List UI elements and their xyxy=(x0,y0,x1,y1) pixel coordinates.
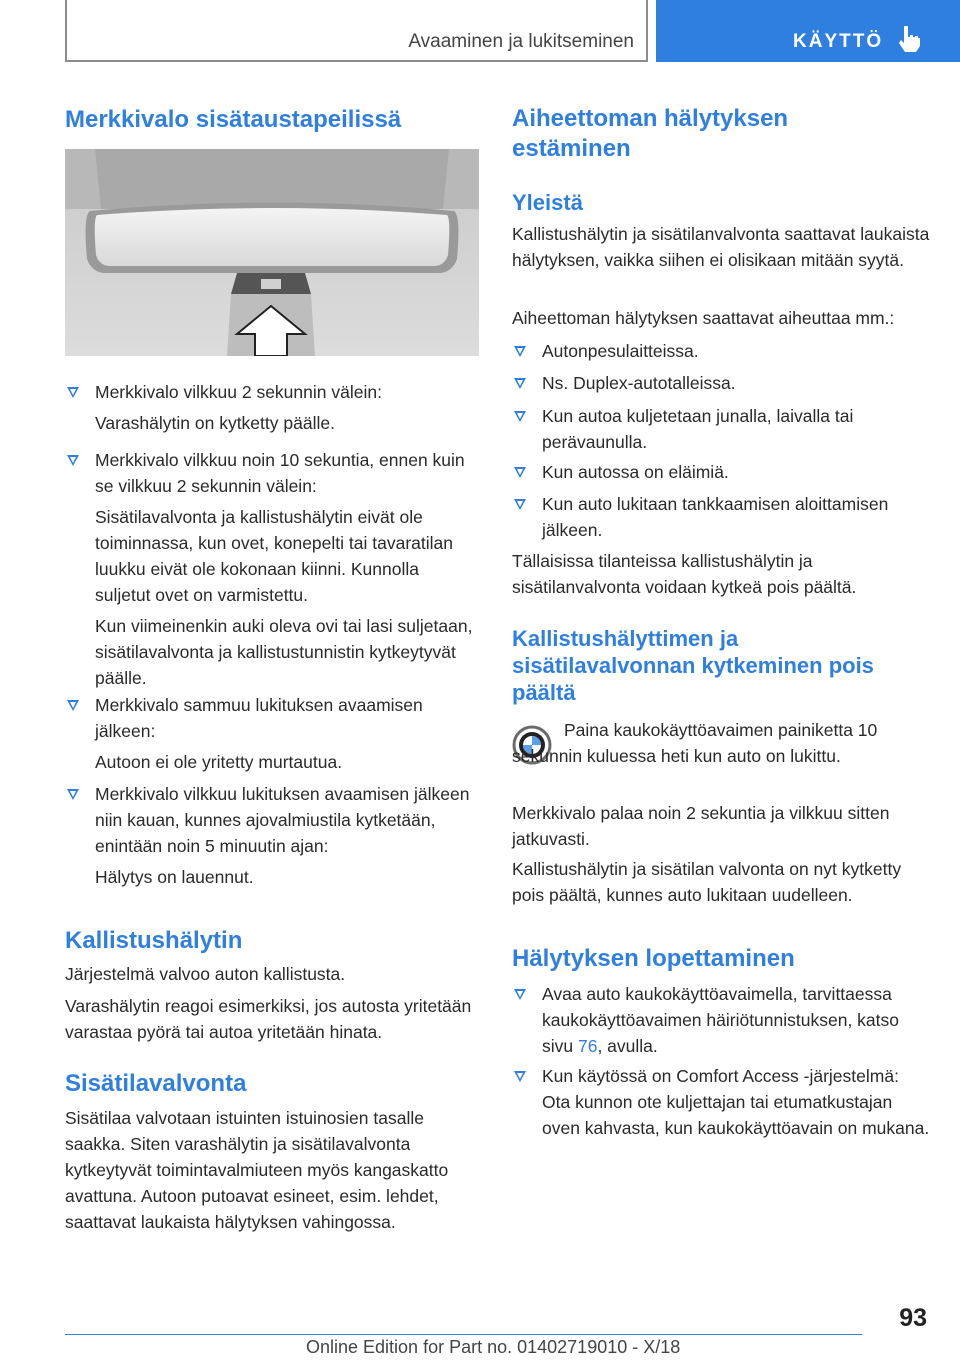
bullet-triangle-icon xyxy=(67,455,79,466)
bullet-follow-text: Kun viimeinenkin auki oleva ovi tai lasi suljetaan, sisätilavalvonta ja kallistustunnistin kytkeytyvät päälle. xyxy=(95,616,473,688)
bullet-triangle-icon xyxy=(514,346,526,357)
subheading-disable: Kallistushälyttimen ja sisätilavalvonnan kytkeminen pois päältä xyxy=(512,626,874,705)
bullet-triangle-icon xyxy=(67,700,79,711)
list-item xyxy=(95,379,479,436)
paragraph: Sisätilaa valvotaan istuinten istuinosien tasalle saakka. Siten varashälytin ja sisätilavalvonta kytkeytyvät toimintavalmiuteen myös kangaskatto avattuna. Autoon putoavat esineet, esim. lehdet, saattavat laukaista hälytyksen vahingossa. xyxy=(65,1108,449,1232)
bullet-text xyxy=(542,981,932,1059)
heading-tilt-alarm: Kallistushälytin xyxy=(65,927,243,954)
bullet-text-part: Avaa auto kaukokäyttöavaimella, tarvittaessa kaukokäyttöavaimen häiriötunnistuksen, katso sivu xyxy=(542,984,900,1056)
bullet-text: Kun autossa on eläimiä. xyxy=(542,462,729,482)
page-link-76[interactable]: 76 xyxy=(577,1036,598,1056)
list-item xyxy=(542,338,932,364)
chapter-tab[interactable] xyxy=(656,0,960,62)
bullet-triangle-icon xyxy=(67,387,79,398)
bullet-text: Kun autoa kuljetetaan junalla, laivalla tai perävaunulla. xyxy=(542,406,854,452)
paragraph: Merkkivalo palaa noin 2 sekuntia ja vilkkuu sitten jatkuvasti. xyxy=(512,803,890,849)
section-header-box xyxy=(65,0,648,62)
rearview-mirror-arrow-icon xyxy=(65,149,479,356)
footer-edition: Online Edition for Part no. 01402719010 - X/18 xyxy=(306,1337,681,1357)
bullet-text: Kun auto lukitaan tankkaamisen aloittamisen jälkeen. xyxy=(542,494,889,540)
bullet-text: Merkkivalo vilkkuu 2 sekunnin välein: xyxy=(95,382,382,402)
heading-indicator-light: Merkkivalo sisätaustapeilissä xyxy=(65,106,402,133)
subheading-general: Yleistä xyxy=(512,190,583,215)
heading-interior-monitoring: Sisätilavalvonta xyxy=(65,1070,247,1097)
paragraph: Varashälytin reagoi esimerkiksi, jos autosta yritetään varastaa pyörä tai autoa yritetään hinata. xyxy=(65,996,472,1042)
chapter-tab-label: KÄYTTÖ xyxy=(793,31,884,52)
paragraph: Tällaisissa tilanteissa kallistushälytin ja sisätilanvalvonta voidaan kytkeä pois päältä. xyxy=(512,551,857,597)
footer-divider xyxy=(65,1334,862,1335)
list-item xyxy=(95,447,479,691)
bullet-text: Merkkivalo sammuu lukituksen avaamisen jälkeen: xyxy=(95,695,423,741)
heading-false-alarm: Aiheettoman hälytyksen estäminen xyxy=(512,105,789,162)
bullet-triangle-icon xyxy=(514,411,526,422)
paragraph: Aiheettoman hälytyksen saattavat aiheuttaa mm.: xyxy=(512,308,895,328)
bullet-text: Ns. Duplex-autotalleissa. xyxy=(542,373,736,393)
bullet-triangle-icon xyxy=(67,789,79,800)
paragraph: Kallistushälytin ja sisätilan valvonta on nyt kytketty pois päältä, kunnes auto lukitaan uudelleen. xyxy=(512,859,902,905)
heading-stop-alarm: Hälytyksen lopettaminen xyxy=(512,945,795,972)
bullet-triangle-icon xyxy=(514,467,526,478)
bullet-triangle-icon xyxy=(514,378,526,389)
bullet-text: Autonpesulaitteissa. xyxy=(542,341,699,361)
page-number: 93 xyxy=(899,1304,927,1332)
bullet-triangle-icon xyxy=(514,1071,526,1082)
page-header xyxy=(0,0,960,70)
paragraph: Paina kaukokäyttöavaimen painiketta 10 sekunnin kuluessa heti kun auto on lukittu. xyxy=(512,720,878,766)
bullet-text: Kun käytössä on Comfort Access -järjestelmä: Ota kunnon ote kuljettajan tai etumatkustajan oven kahvasta, kun kaukokäyttöavain on mukana. xyxy=(542,1066,930,1138)
section-title: Avaaminen ja lukitseminen xyxy=(408,31,634,52)
bullet-triangle-icon xyxy=(514,989,526,1000)
paragraph: Järjestelmä valvoo auton kallistusta. xyxy=(65,964,346,984)
list-item xyxy=(542,1063,932,1141)
list-item xyxy=(542,459,932,485)
bullet-triangle-icon xyxy=(514,499,526,510)
pointing-hand-icon xyxy=(895,24,925,54)
paragraph: Kallistushälytin ja sisätilanvalvonta saattavat laukaista hälytyksen, vaikka siihen ei olisikaan mitään syytä. xyxy=(512,224,930,270)
list-item xyxy=(542,403,932,455)
list-item xyxy=(542,491,932,543)
bullet-follow-text: Sisätilavalvonta ja kallistushälytin eivät ole toiminnassa, kun ovet, konepelti tai tavaratilan luukku eivät ole kokonaan kiinni. Kunnolla suljetut ovet on varmistettu. xyxy=(95,507,453,605)
list-item xyxy=(542,981,932,1059)
bullet-follow-text: Varashälytin on kytketty päälle. xyxy=(95,413,335,433)
bullet-text: Merkkivalo vilkkuu noin 10 sekuntia, ennen kuin se vilkkuu 2 sekunnin välein: xyxy=(95,450,465,496)
bullet-text: Merkkivalo vilkkuu lukituksen avaamisen jälkeen niin kauan, kunnes ajovalmiustila kytketään, enintään noin 5 minuutin ajan: xyxy=(95,784,470,856)
bullet-follow-text: Autoon ei ole yritetty murtautua. xyxy=(95,752,343,772)
list-item xyxy=(542,370,932,396)
bullet-text-part: , avulla. xyxy=(597,1036,658,1056)
list-item xyxy=(95,692,479,775)
list-item xyxy=(95,781,479,890)
bullet-follow-text: Hälytys on lauennut. xyxy=(95,867,254,887)
